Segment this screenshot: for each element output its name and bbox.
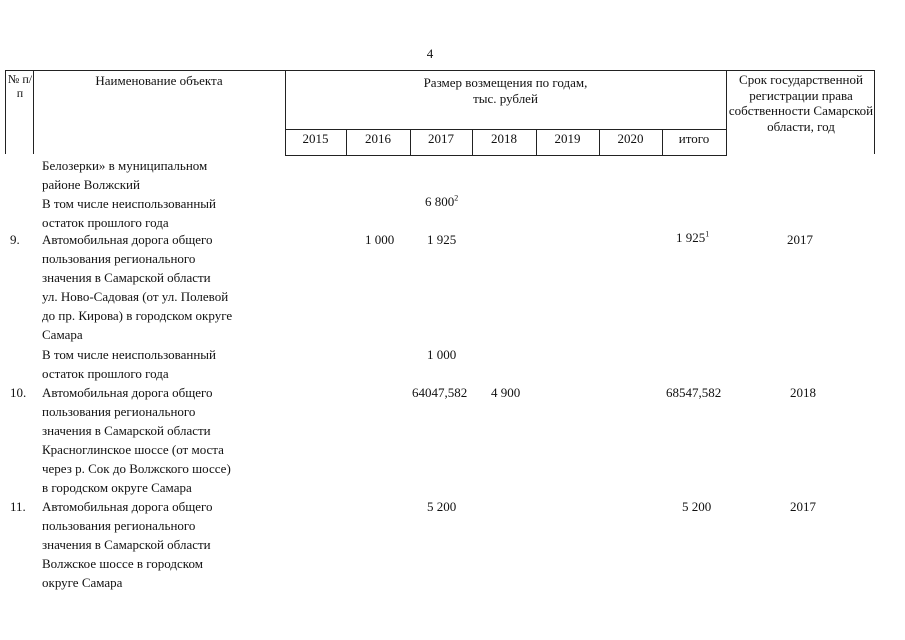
row10-2017: 64047,582 [412,385,468,400]
row10-term: 2018 [790,385,816,400]
year-2016: 2016 [365,131,391,146]
cont-name-line-2: районе Волжский [42,177,140,192]
row10-name-line-3: значения в Самарской области [42,423,211,438]
row9-name-line-1: Автомобильная дорога общего [42,232,213,247]
row9-sub-2017: 1 000 [427,347,457,362]
row10-2018: 4 900 [491,385,521,400]
header-col-term: Срок государственной регистрации права собственности Самарской области, год [728,72,874,134]
cont-name-line-1: Белозерки» в муниципальном [42,158,208,173]
row11-2017: 5 200 [427,499,457,514]
row10-name-line-5: через р. Сок до Волжского шоссе) [42,461,231,476]
header-col-name: Наименование объекта [95,73,223,88]
row9-name-line-5: до пр. Кирова) в городском округе [42,308,233,323]
row9-name-line-3: значения в Самарской области [42,270,211,285]
row9-term: 2017 [787,232,813,247]
page-number: 4 [426,46,434,61]
cont-sub-2017: 6 $800^2$ [425,193,459,209]
row9-sub-line-2: остаток прошлого года [42,366,169,381]
row9-name-line-4: ул. Ново-Садовая (от ул. Полевой [42,289,229,304]
header-col-amount-line2: тыс. рублей [473,91,538,106]
table-header [5,70,875,157]
row11-name-line-3: значения в Самарской области [42,537,211,552]
row11-total: 5 200 [682,499,712,514]
row10-total: 68547,582 [666,385,722,400]
row10-name-line-6: в городском округе Самара [42,480,192,495]
row9-number: 9. [10,232,20,247]
row9-2016: 1 000 [365,232,395,247]
cont-sub-line-1: В том числе неиспользованный [42,196,216,211]
row11-name-line-4: Волжское шоссе в городском [42,556,203,571]
row9-2017: 1 925 [427,232,457,247]
row11-name-line-5: округе Самара [42,575,123,590]
row10-name-line-4: Красноглинское шоссе (от моста [42,442,224,457]
year-2015: 2015 [302,131,329,146]
header-col-number: № п/п [7,72,33,100]
row11-term: 2017 [790,499,816,514]
row10-name-line-2: пользования регионального [42,404,196,419]
row10-number: 10. [10,385,27,400]
row9-total: 1 $925^1$ [676,229,710,245]
row9-name-line-2: пользования регионального [42,251,196,266]
row11-name-line-1: Автомобильная дорога общего [42,499,213,514]
year-total: итого [678,131,710,146]
row11-number: 11. [10,499,26,514]
row10-name-line-1: Автомобильная дорога общего [42,385,213,400]
year-2017: 2017 [428,131,454,146]
year-2018: 2018 [491,131,517,146]
year-2020: 2020 [617,131,644,146]
year-2019: 2019 [554,131,581,146]
row9-sub-line-1: В том числе неиспользованный [42,347,216,362]
row11-name-line-2: пользования регионального [42,518,196,533]
header-col-amount-line1: Размер возмещения по годам, [423,75,588,90]
cont-sub-line-2: остаток прошлого года [42,215,169,230]
row9-name-line-6: Самара [42,327,83,342]
